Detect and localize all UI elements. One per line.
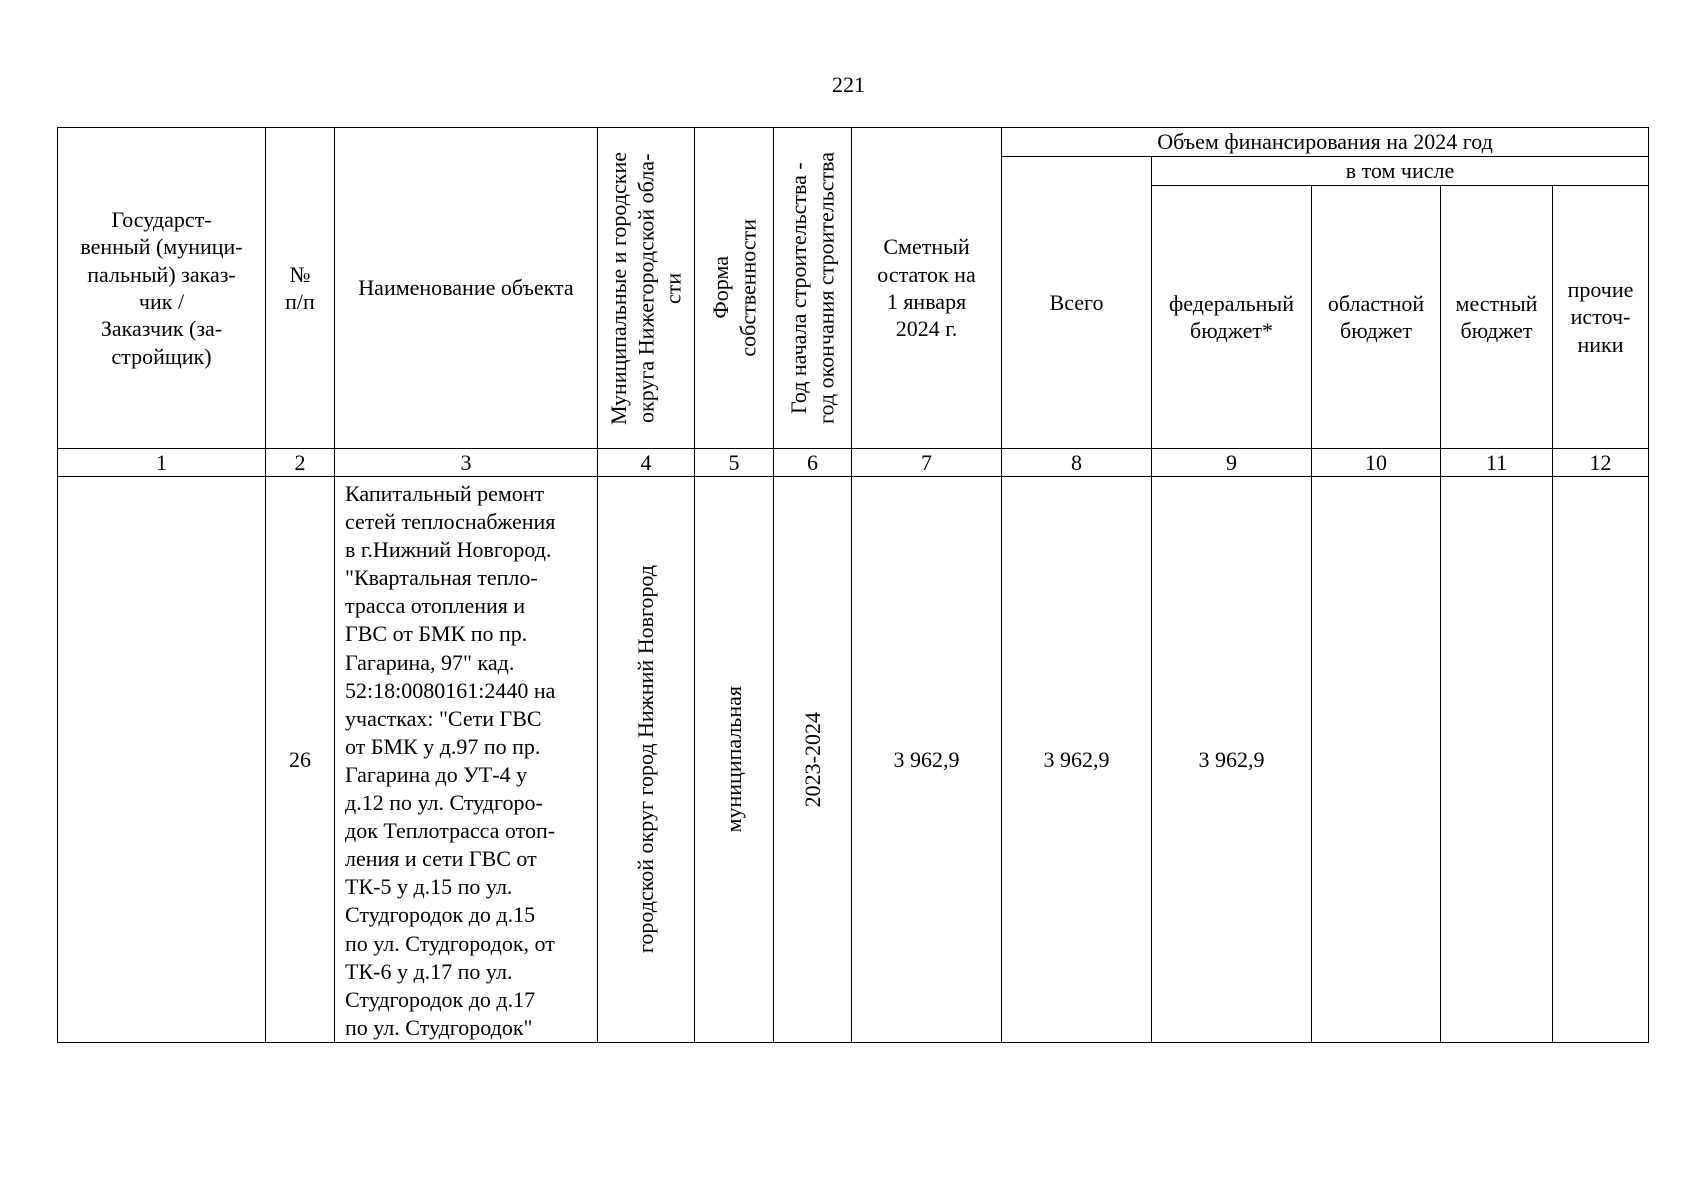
page-number: 221 xyxy=(832,72,865,97)
column-number: 12 xyxy=(1553,449,1649,477)
cell-years-text: 2023-2024 xyxy=(799,711,825,808)
column-number: 7 xyxy=(852,449,1002,477)
column-number: 6 xyxy=(774,449,852,477)
cell-district-text: городской округ город Нижний Новгород xyxy=(633,565,659,954)
cell-row-number: 26 xyxy=(266,477,335,1043)
header-row-number: № п/п xyxy=(266,128,335,449)
column-number: 8 xyxy=(1002,449,1152,477)
header-total: Всего xyxy=(1002,157,1152,449)
header-local: местный бюджет xyxy=(1441,186,1553,449)
cell-regional xyxy=(1312,477,1441,1043)
cell-federal: 3 962,9 xyxy=(1152,477,1312,1043)
cell-district xyxy=(598,477,695,1043)
header-ownership xyxy=(695,128,774,449)
header-estimate-balance: Сметный остаток на 1 января 2024 г. xyxy=(852,128,1002,449)
financing-table xyxy=(57,127,1649,1043)
cell-ownership xyxy=(695,477,774,1043)
cell-ownership-text: муниципальная xyxy=(721,686,747,833)
column-number: 9 xyxy=(1152,449,1312,477)
header-years-text: Год начала строительства - год окончания строительства xyxy=(786,152,839,424)
header-federal: федеральный бюджет* xyxy=(1152,186,1312,449)
column-number-row xyxy=(58,449,1649,477)
header-object-name: Наименование объекта xyxy=(335,128,598,449)
cell-years xyxy=(774,477,852,1043)
table-row xyxy=(58,477,1649,1043)
header-customer: Государст- венный (муници- пальный) заказ- чик / Заказчик (за- стройщик) xyxy=(58,128,266,449)
column-number: 2 xyxy=(266,449,335,477)
header-other: прочие источ- ники xyxy=(1553,186,1649,449)
header-funding-group: Объем финансирования на 2024 год xyxy=(1002,128,1649,157)
column-number: 10 xyxy=(1312,449,1441,477)
cell-customer xyxy=(58,477,266,1043)
header-district xyxy=(598,128,695,449)
header-regional: областной бюджет xyxy=(1312,186,1441,449)
header-years xyxy=(774,128,852,449)
header-ownership-text: Форма собственности xyxy=(707,219,760,357)
header-including: в том числе xyxy=(1152,157,1649,186)
cell-other xyxy=(1553,477,1649,1043)
cell-local xyxy=(1441,477,1553,1043)
column-number: 1 xyxy=(58,449,266,477)
column-number: 11 xyxy=(1441,449,1553,477)
column-number: 4 xyxy=(598,449,695,477)
cell-object-name: Капитальный ремонт сетей теплоснабжения в г.Нижний Новгород. "Квартальная тепло- трасса отопления и ГВС от БМК по пр. Гагарина, 97" кад. 52:18:0080161:2440 на участках: "Сети ГВС от БМК у д.97 по пр. Гагарина до УТ-4 у д.12 по ул. Студгоро- док Теплотрасса отоп- ления и сети ГВС от ТК-5 у д.15 по ул. Студгородок до д.15 по ул. Студгородок, от ТК-6 у д.17 по ул. Студгородок до д.17 по ул. Студгородок" xyxy=(335,477,598,1043)
header-district-text: Муниципальные и городские округа Нижегородской обла- сти xyxy=(606,151,686,425)
column-number: 5 xyxy=(695,449,774,477)
cell-total: 3 962,9 xyxy=(1002,477,1152,1043)
column-number: 3 xyxy=(335,449,598,477)
cell-estimate-balance: 3 962,9 xyxy=(852,477,1002,1043)
